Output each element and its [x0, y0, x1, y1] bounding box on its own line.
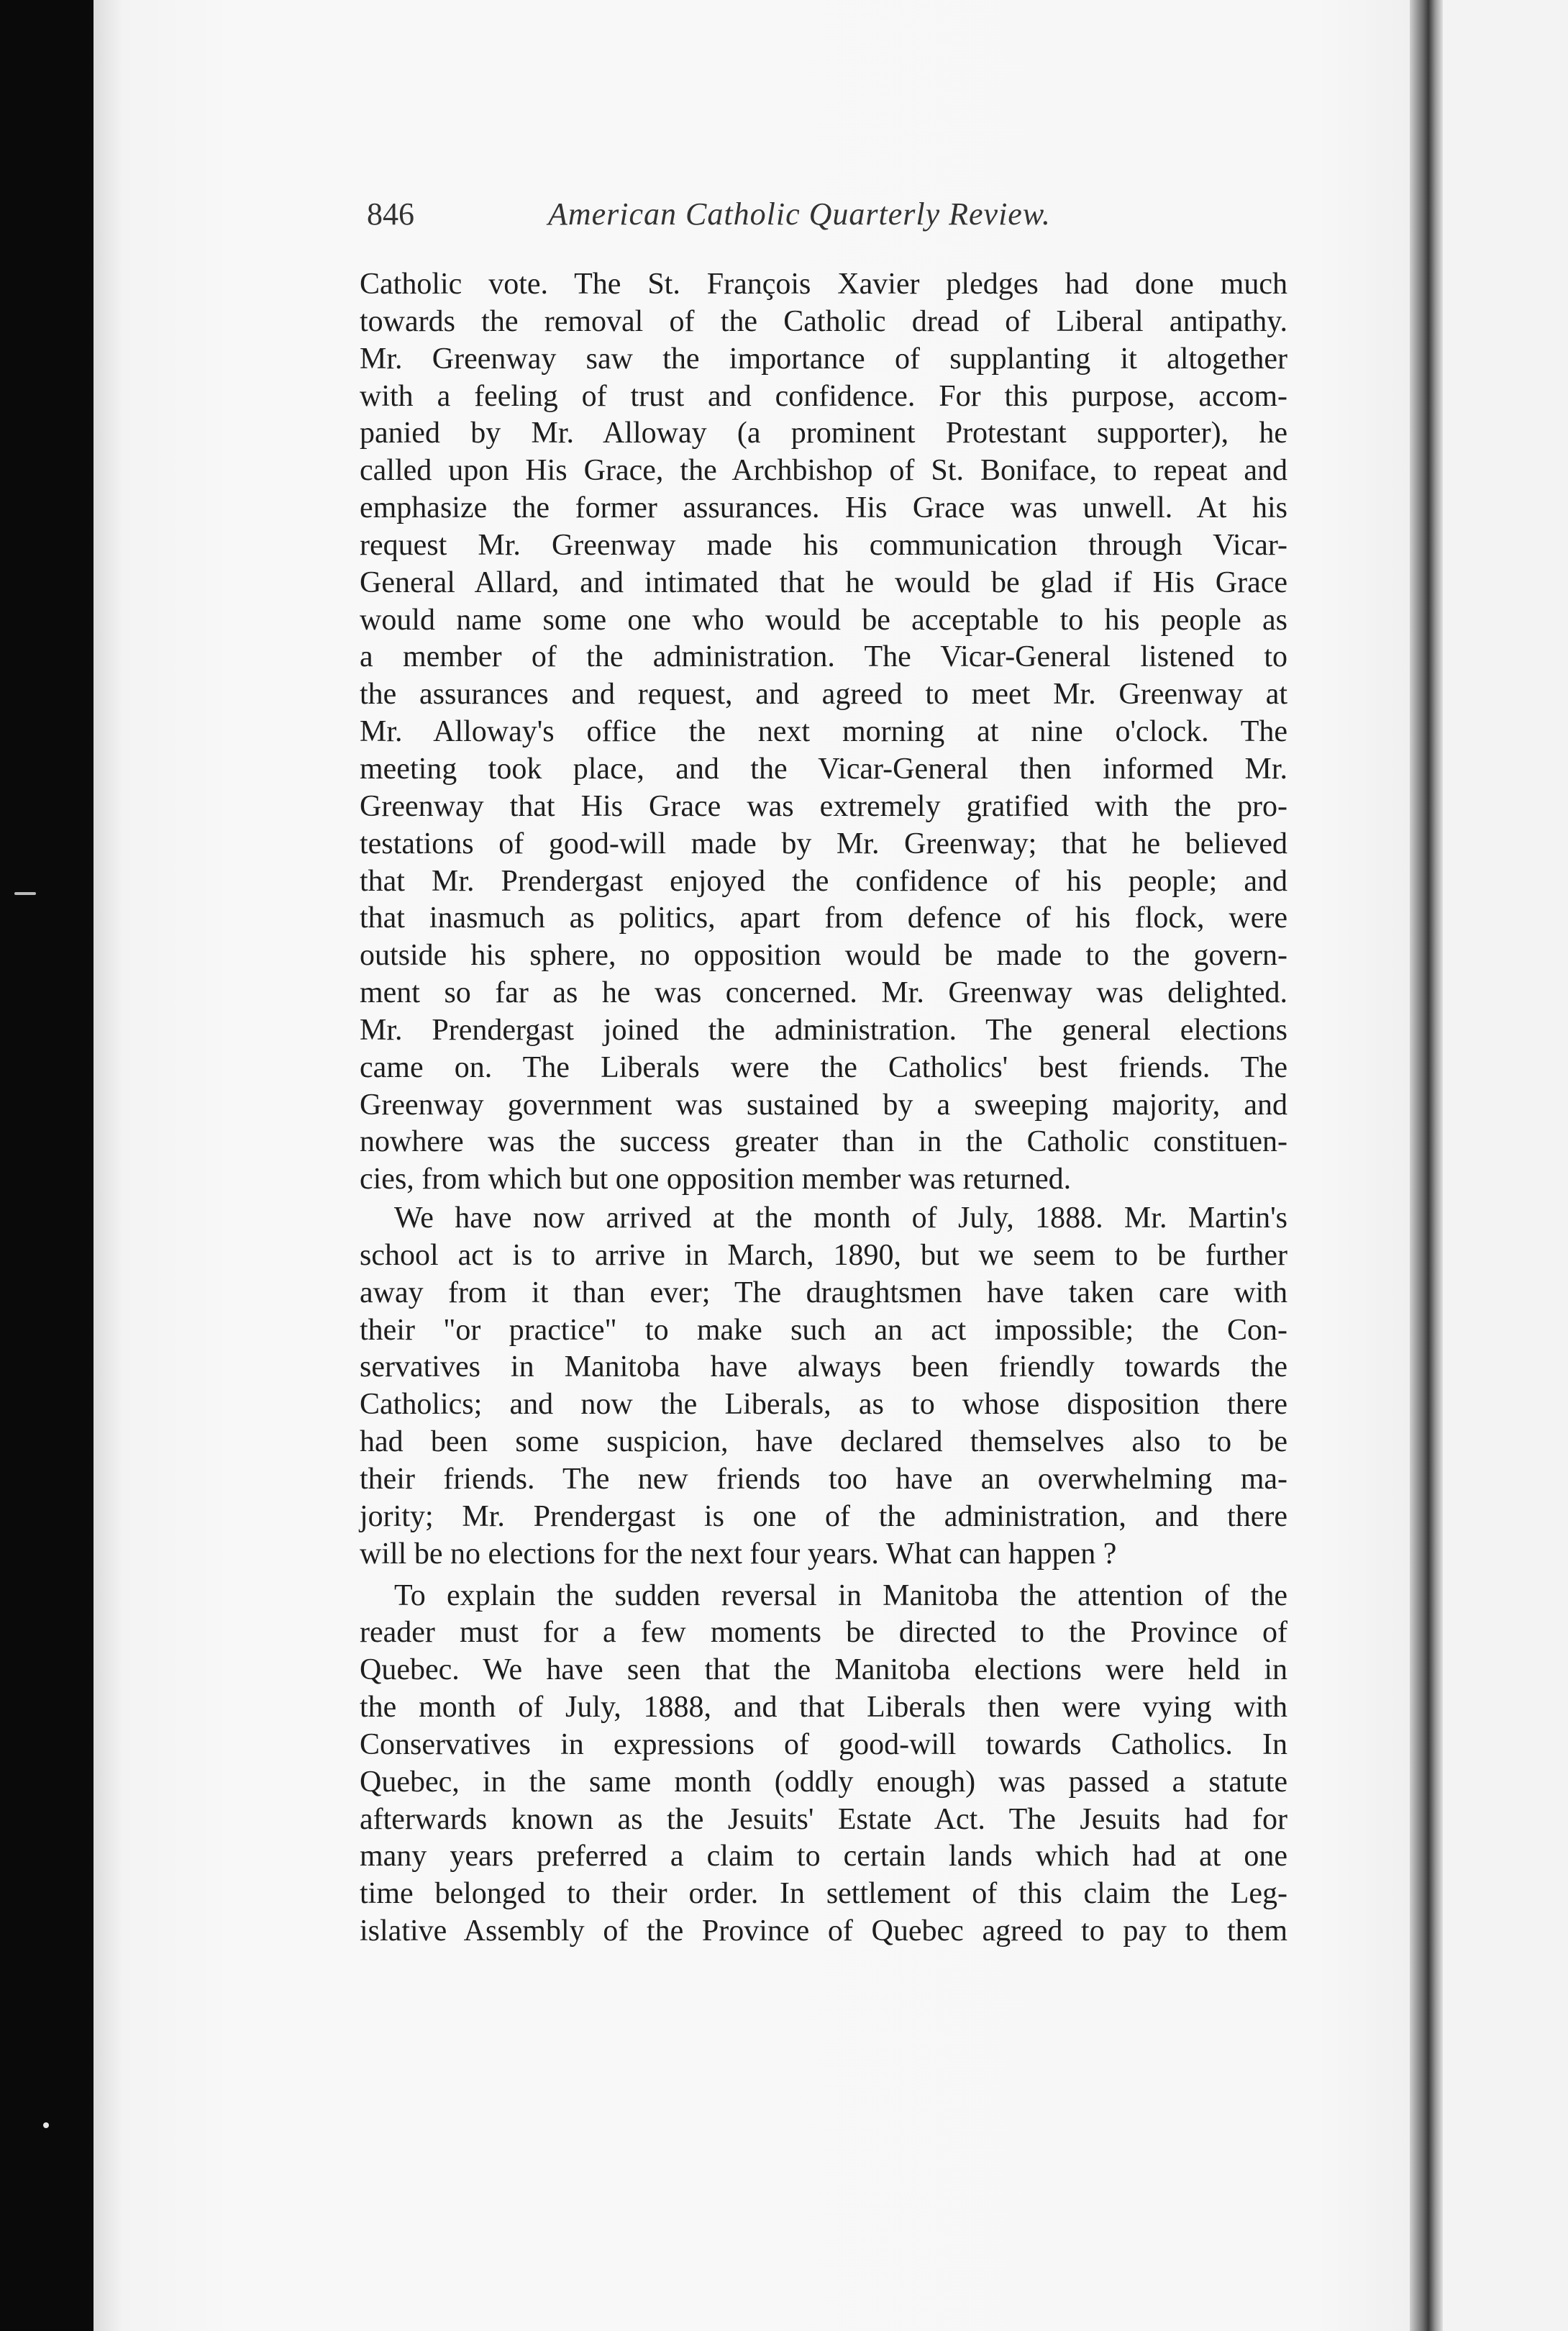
- text-line: the month of July, 1888, and that Liberals then were vying with: [360, 1691, 1287, 1725]
- text-line: ment so far as he was concerned. Mr. Greenway was delighted.: [360, 976, 1287, 1010]
- text-line: Catholic vote. The St. François Xavier pledges had done much: [360, 268, 1287, 301]
- text-line: Quebec. We have seen that the Manitoba elections were held in: [360, 1653, 1287, 1687]
- text-line: islative Assembly of the Province of Quebec agreed to pay to them: [360, 1914, 1287, 1948]
- text-line: Quebec, in the same month (oddly enough) was passed a statute: [360, 1765, 1287, 1799]
- text-line: servatives in Manitoba have always been friendly towards the: [360, 1350, 1287, 1384]
- text-line: outside his sphere, no opposition would be made to the govern-: [360, 939, 1287, 973]
- text-line: request Mr. Greenway made his communication through Vicar-: [360, 528, 1287, 562]
- text-line: jority; Mr. Prendergast is one of the administration, and there: [360, 1499, 1287, 1533]
- text-line: many years preferred a claim to certain lands which had at one: [360, 1840, 1287, 1873]
- text-line: came on. The Liberals were the Catholics' best friends. The: [360, 1050, 1287, 1084]
- text-line: had been some suspicion, have declared themselves also to be: [360, 1425, 1287, 1459]
- text-line: testations of good-will made by Mr. Greenway; that he believed: [360, 827, 1287, 860]
- text-line: afterwards known as the Jesuits' Estate Act. The Jesuits had for: [360, 1802, 1287, 1836]
- text-line: panied by Mr. Alloway (a prominent Protestant supporter), he: [360, 417, 1287, 450]
- text-line: reader must for a few moments be directed to the Province of: [360, 1616, 1287, 1650]
- text-line: Mr. Greenway saw the importance of supplanting it altogether: [360, 342, 1287, 376]
- text-line: nowhere was the success greater than in the Catholic constituen-: [360, 1125, 1287, 1159]
- text-line: called upon His Grace, the Archbishop of St. Boniface, to repeat and: [360, 454, 1287, 488]
- body-text: [360, 266, 1287, 1950]
- text-line: with a feeling of trust and confidence. For this purpose, accom-: [360, 379, 1287, 413]
- text-line: their "or practice" to make such an act impossible; the Con-: [360, 1313, 1287, 1347]
- text-line: would name some one who would be acceptable to his people as: [360, 603, 1287, 637]
- text-line: their friends. The new friends too have an overwhelming ma-: [360, 1463, 1287, 1496]
- text-line: time belonged to their order. In settlement of this claim the Leg-: [360, 1877, 1287, 1911]
- text-line: Catholics; and now the Liberals, as to whose disposition there: [360, 1388, 1287, 1422]
- text-line: meeting took place, and the Vicar-General then informed Mr.: [360, 752, 1287, 786]
- text-line: cies, from which but one opposition member was returned.: [360, 1163, 1072, 1196]
- text-line: We have now arrived at the month of July, 1888. Mr. Martin's: [394, 1201, 1287, 1235]
- page-number: 846: [367, 196, 414, 232]
- text-line: the assurances and request, and agreed to meet Mr. Greenway at: [360, 678, 1287, 712]
- text-line: will be no elections for the next four years. What can happen ?: [360, 1537, 1117, 1571]
- text-line: school act is to arrive in March, 1890, but we seem to be further: [360, 1238, 1287, 1272]
- text-line: a member of the administration. The Vicar-General listened to: [360, 640, 1287, 674]
- text-line: To explain the sudden reversal in Manitoba the attention of the: [394, 1578, 1287, 1612]
- text-line: emphasize the former assurances. His Grace was unwell. At his: [360, 491, 1287, 525]
- text-line: Greenway that His Grace was extremely gratified with the pro-: [360, 789, 1287, 823]
- text-line: that inasmuch as politics, apart from defence of his flock, were: [360, 901, 1287, 935]
- text-line: General Allard, and intimated that he would be glad if His Grace: [360, 565, 1287, 599]
- text-line: Mr. Alloway's office the next morning at nine o'clock. The: [360, 715, 1287, 749]
- dust-speck: [43, 2122, 49, 2128]
- dust-speck: [14, 892, 36, 895]
- text-line: towards the removal of the Catholic dread of Liberal antipathy.: [360, 304, 1287, 338]
- text-line: Conservatives in expressions of good-will towards Catholics. In: [360, 1727, 1287, 1761]
- text-line: that Mr. Prendergast enjoyed the confidence of his people; and: [360, 864, 1287, 898]
- right-page-edge: [1443, 0, 1568, 2331]
- book-gutter: [1410, 0, 1443, 2331]
- text-line: Greenway government was sustained by a sweeping majority, and: [360, 1088, 1287, 1122]
- text-line: away from it than ever; The draughtsmen have taken care with: [360, 1276, 1287, 1309]
- text-line: Mr. Prendergast joined the administration. The general elections: [360, 1013, 1287, 1047]
- journal-title: American Catholic Quarterly Review.: [548, 196, 1051, 232]
- running-head: [367, 196, 1100, 239]
